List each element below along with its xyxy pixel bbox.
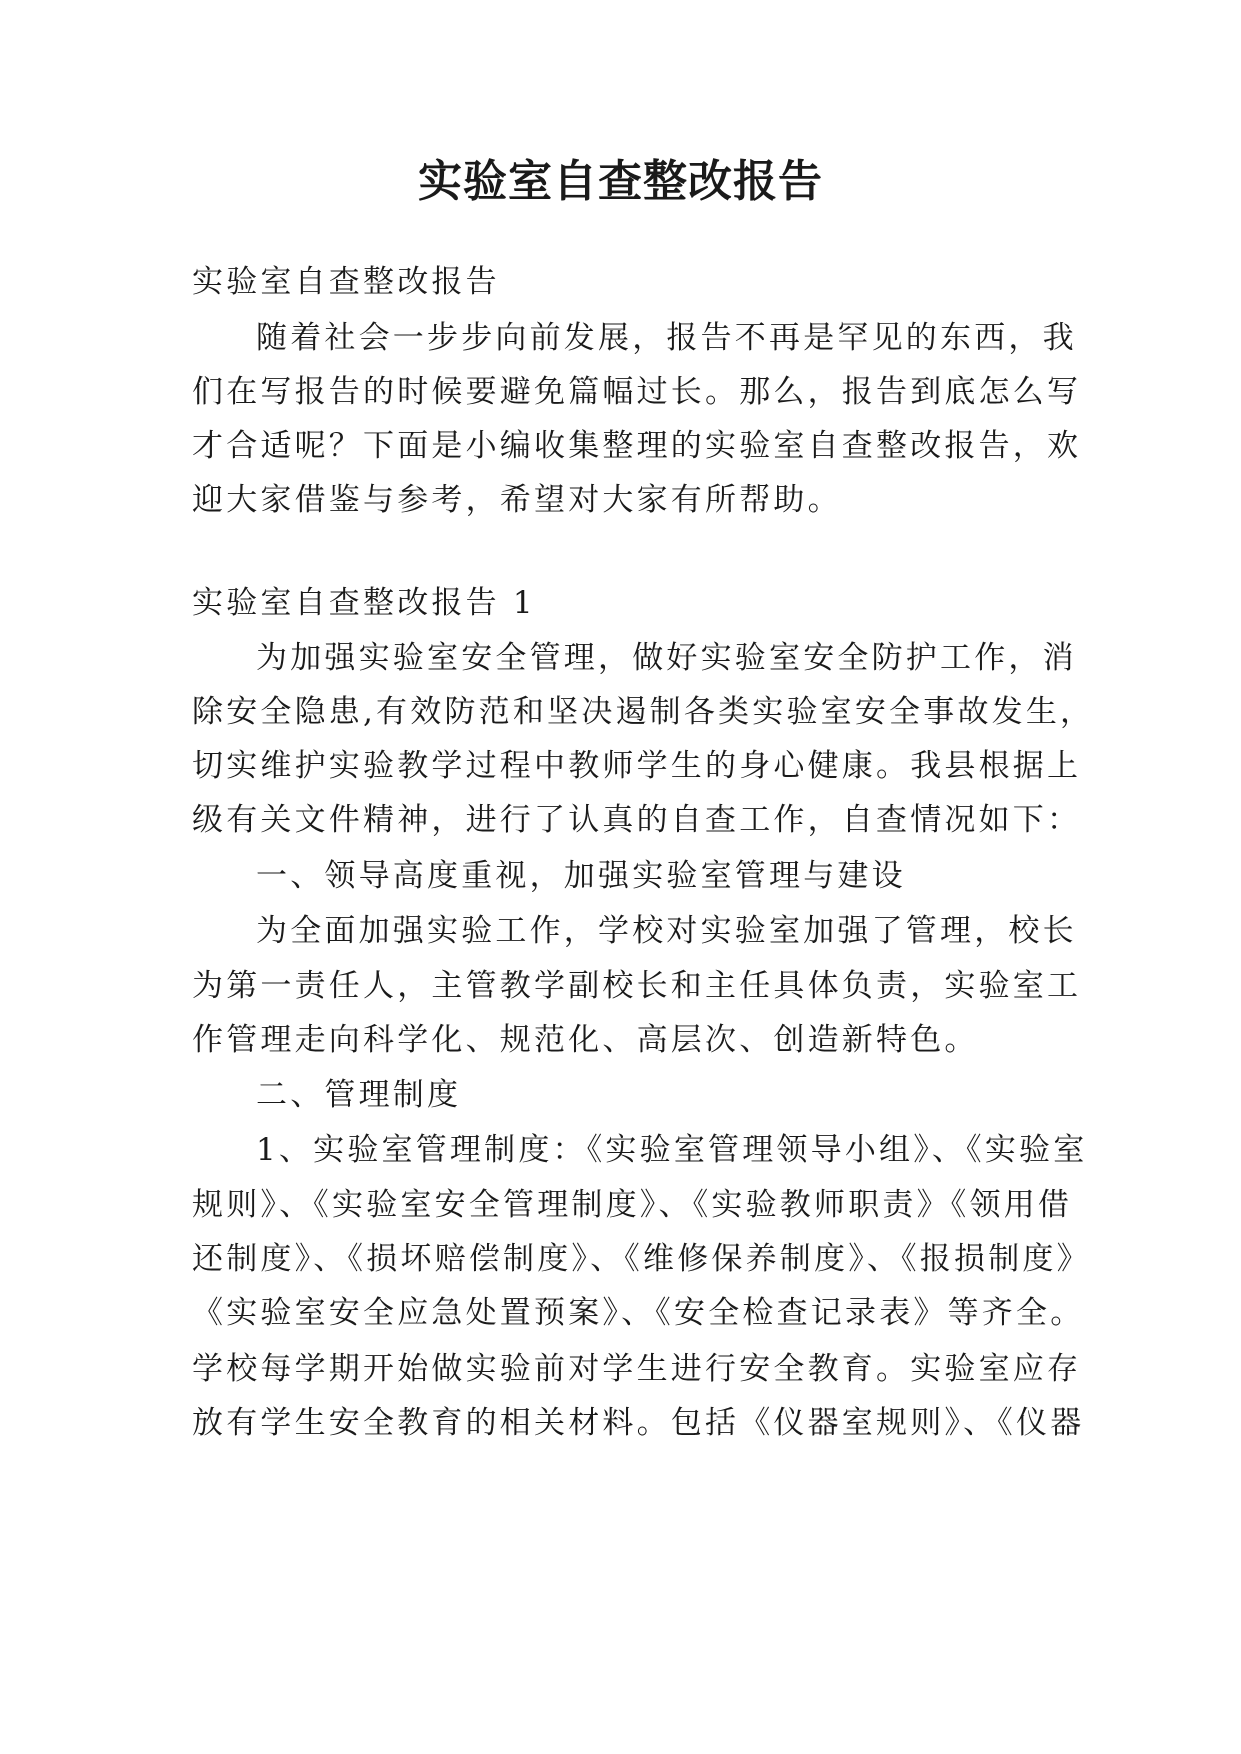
paragraph-line: 规则》、《实验室安全管理制度》、《实验教师职责》《领用借 bbox=[192, 1187, 1073, 1223]
document-title: 实验室自查整改报告 bbox=[418, 156, 823, 207]
section-heading: 实验室自查整改报告 bbox=[192, 264, 500, 300]
paragraph-line: 还制度》、《损坏赔偿制度》、《维修保养制度》、《报损制度》 bbox=[192, 1241, 1091, 1277]
paragraph-line: 级有关文件精神，进行了认真的自查工作，自查情况如下： bbox=[192, 802, 1082, 838]
subsection-heading: 二、管理制度 bbox=[256, 1077, 462, 1113]
paragraph-line: 为第一责任人，主管教学副校长和主任具体负责，实验室工 bbox=[192, 968, 1082, 1004]
paragraph-line: 放有学生安全教育的相关材料。包括《仪器室规则》、《仪器 bbox=[192, 1405, 1085, 1441]
subsection-heading: 一、领导高度重视，加强实验室管理与建设 bbox=[256, 858, 906, 894]
section-heading: 实验室自查整改报告 1 bbox=[192, 585, 536, 621]
paragraph-line: 为全面加强实验工作，学校对实验室加强了管理，校长 bbox=[256, 913, 1077, 949]
paragraph-line: 作管理走向科学化、规范化、高层次、创造新特色。 bbox=[192, 1022, 979, 1058]
paragraph-line: 为加强实验室安全管理，做好实验室安全防护工作，消 bbox=[256, 640, 1077, 676]
paragraph-line: 迎大家借鉴与参考，希望对大家有所帮助。 bbox=[192, 482, 842, 518]
paragraph-line: 除安全隐患,有效防范和坚决遏制各类实验室安全事故发生， bbox=[192, 694, 1095, 730]
paragraph-line: 才合适呢？下面是小编收集整理的实验室自查整改报告，欢 bbox=[192, 428, 1082, 464]
paragraph-line: 《实验室安全应急处置预案》、《安全检查记录表》等齐全。 bbox=[192, 1295, 1085, 1331]
paragraph-line: 切实维护实验教学过程中教师学生的身心健康。我县根据上 bbox=[192, 748, 1082, 784]
paragraph-line: 随着社会一步步向前发展，报告不再是罕见的东西，我 bbox=[256, 320, 1077, 356]
paragraph-line: 学校每学期开始做实验前对学生进行安全教育。实验室应存 bbox=[192, 1351, 1082, 1387]
paragraph-line: 1、实验室管理制度：《实验室管理领导小组》、《实验室 bbox=[256, 1132, 1088, 1168]
paragraph-line: 们在写报告的时候要避免篇幅过长。那么，报告到底怎么写 bbox=[192, 374, 1082, 410]
